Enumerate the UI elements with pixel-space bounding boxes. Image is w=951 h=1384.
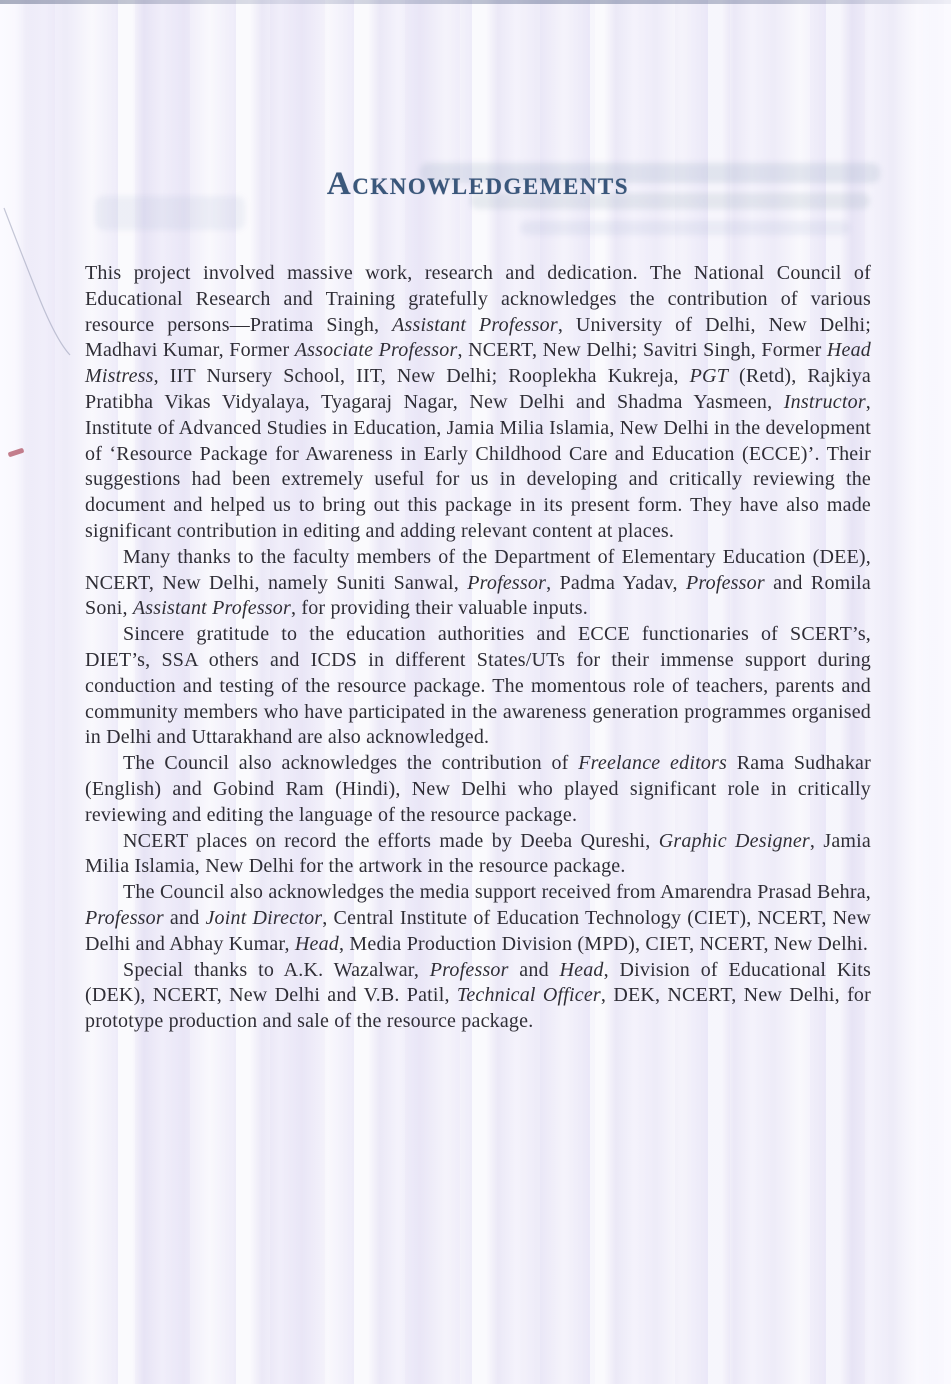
paragraph [85,880,871,957]
text-run: PGT [689,365,729,388]
crease-artifact [0,190,80,360]
text-run: NCERT places on record the efforts made by Deeba Qureshi, [123,829,659,852]
text-run: This project involved massive work, research and dedication. The National Council of Educational Research and Training gratefully acknowledges the contribution of various resource persons—Pratima Singh, [85,262,871,336]
text-run: Graphic Designer [658,829,810,852]
text-run: , Institute of Advanced Studies in Education, Jamia Milia Islamia, New Delhi in the development of ‘Resource Package for Awareness in Early Childhood Care and Education (ECCE)’. Their suggestions had been extremely useful for us in developing and critically reviewing the document and helped us to bring out this package in its present form. They have also made significant contribution in editing and adding relevant content at places. [85,390,871,542]
text-run: Professor [685,571,765,594]
paragraph [85,751,871,828]
text-run: Professor [467,571,547,594]
paragraph [85,829,871,881]
text-run: The Council also acknowledges the media support received from Amarendra Prasad Behra, [123,881,871,904]
paragraph [85,261,871,545]
text-run: Technical Officer [456,984,601,1007]
text-run: Head Mistress [85,339,871,388]
text-run: , for providing their valuable inputs. [290,597,588,620]
text-run: Assistant Professor [392,313,558,336]
text-run: (Retd), Rajkiya Pratibha Vikas Vidyalaya, Tyagaraj Nagar, New Delhi and Shadma Yasmeen, [85,365,871,413]
text-run: Many thanks to the faculty members of the Department of Elementary Education (DEE), NCERT, New Delhi, namely Suniti Sanwal, [85,545,871,594]
text-run: Assistant Professor [132,597,291,620]
text-run: Professor [85,906,164,929]
text-run: , University of Delhi, New Delhi; Madhavi Kumar, Former [85,313,871,362]
text-run: Sincere gratitude to the education authorities and ECCE functionaries of SCERT’s, DIET’s, SSA others and ICDS in different States/UTs for their immense support during conduction and testing of the resource package. The momentous role of teachers, parents and community members who have participated in the awareness generation programmes organised in Delhi and Uttarakhand are also acknowledged. [85,623,871,749]
paragraph [85,545,871,622]
text-run: The Council also acknowledges the contribution of [123,752,579,775]
red-pen-mark-artifact [8,448,25,458]
text-run: and Romila Soni, [85,571,871,620]
paragraph [85,622,871,751]
text-run: Professor [429,958,509,981]
text-run: Head [559,958,604,981]
text-run: and [163,906,206,929]
text-run: , Jamia Milia Islamia, New Delhi for the artwork in the resource package. [85,829,871,878]
text-run: Instructor [783,390,866,413]
text-run: , Padma Yadav, [546,571,686,594]
text-run: Head [294,932,339,955]
scan-edge-artifact [0,0,951,4]
text-run: , Media Production Division (MPD), CIET, NCERT, New Delhi. [339,932,869,955]
text-run: Rama Sudhakar (English) and Gobind Ram (Hindi), New Delhi who played significant role in critically reviewing and editing the language of the resource package. [85,752,871,826]
paragraph [85,958,871,1035]
text-run: , DEK, NCERT, New Delhi, for prototype production and sale of the resource package. [85,984,871,1033]
page-title: Acknowledgements [326,166,630,202]
ink-showthrough-artifact [520,221,850,235]
text-run: , IIT Nursery School, IIT, New Delhi; Rooplekha Kukreja, [153,365,690,388]
text-run: , NCERT, New Delhi; Savitri Singh, Former [457,339,827,362]
text-run: and [508,958,560,981]
text-run: Special thanks to A.K. Wazalwar, [123,958,430,981]
text-run: , Division of Educational Kits (DEK), NCERT, New Delhi and V.B. Patil, [85,958,871,1007]
text-run: , Central Institute of Education Technology (CIET), NCERT, New Delhi and Abhay Kumar, [85,906,871,955]
text-run: Joint Director [205,906,323,929]
body-text [85,261,871,1035]
text-run: Associate Professor [294,339,458,362]
text-run: Freelance editors [578,752,728,775]
